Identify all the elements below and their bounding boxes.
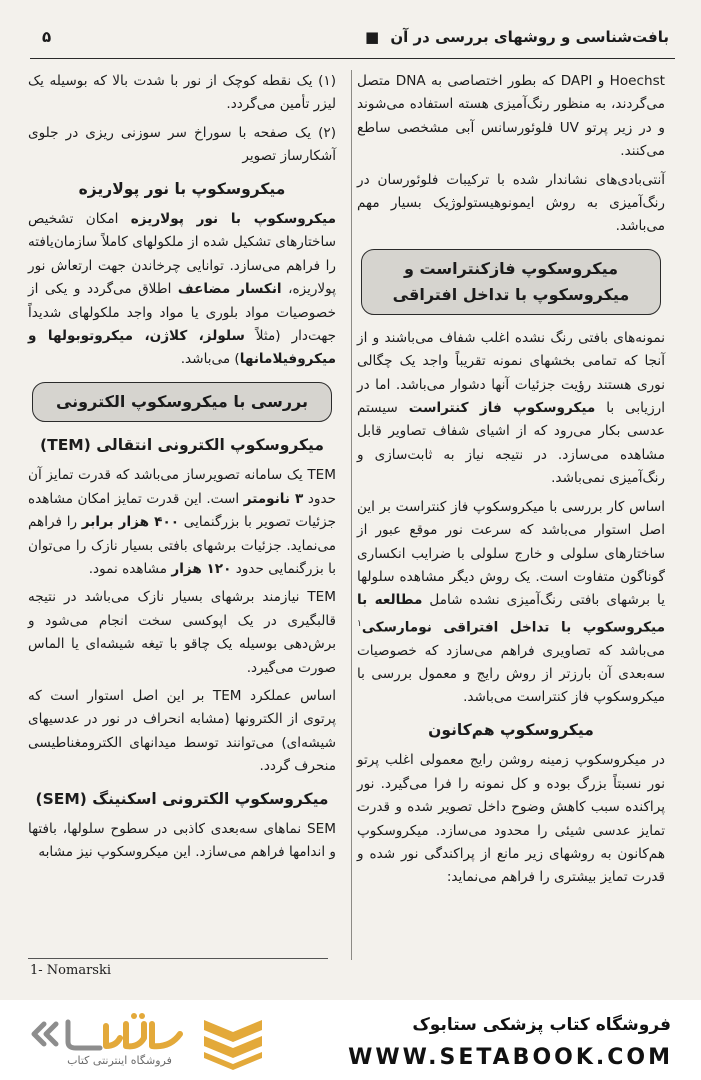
bold-term: میکروسکوپ فاز کنتراست (408, 400, 596, 417)
running-title (365, 28, 669, 46)
text-run: ) می‌باشد. (180, 351, 240, 368)
bold-term: ۱۲۰ هزار (171, 560, 232, 577)
page-number: ۵ (42, 28, 52, 46)
store-name: فروشگاه کتاب پزشکی ستابوک (412, 1015, 671, 1035)
bold-term: سلولز، کلاژن، میکروتوبولها و میکروفیلامانها (28, 328, 336, 368)
paragraph: اساس عملکرد TEM بر این اصل استوار است که پرتوی از الکترونها (مشابه انحراف در نور در عدسیهای شیشه‌ای) می‌توانند توسط میدانهای الکترومغناطیسی منحرف گردد. (28, 687, 337, 775)
right-column (357, 70, 665, 895)
running-title-text: بافت‌شناسی و روشهای بررسی در آن (390, 28, 669, 46)
paragraph: SEM نماهای سه‌بعدی کاذبی در سطوح سلولها، بافتها و اندامها فراهم می‌سازد. این میکروسکوپ نیز مشابه (28, 820, 336, 861)
paragraph: در میکروسکوپ زمینه روشن رایج معمولی اغلب پرتو نور نسبتاً بزرگ بوده و کل نمونه را فرا می‌گیرد. نور پراکنده سبب کاهش وضوح داخل تصویر شده و قدرت تمایز عدسی شیئی را محدود می‌سازد. میکروسکوپ هم‌کانون به روشهای زیر مانع از پراکندگی نور شده و قدرت تمایز بیشتری را فراهم می‌نماید: (357, 752, 665, 886)
paragraph: TEM نیازمند برشهای بسیار نازک می‌باشد در نتیجه قالبگیری در یک اپوکسی سخت انجام می‌شود و برش‌دهی بوسیله یک چاقو با تیغه شیشه‌ای یا الماس صورت می‌گیرد. (28, 589, 336, 676)
section-heading: میکروسکوپ الکترونی انتقالی (TEM) (40, 435, 324, 454)
column-divider (351, 70, 352, 960)
paragraph (357, 327, 665, 491)
text-run: را فراهم می‌نماید. جزئیات برشهای بافتی بسیار نازک را می‌توان با بزرگنمایی حدود (28, 514, 336, 577)
section-heading: میکروسکوپ الکترونی اسکنینگ (SEM) (35, 789, 329, 808)
bold-term: میکروسکوپ با نور پولاریزه (130, 211, 336, 228)
bold-term: انکسار مضاعف (177, 281, 282, 298)
bold-term: ۳ نانومتر (243, 490, 304, 507)
text-run: می‌باشد که تصاویری فراهم می‌سازد که خصوصیات سه‌بعدی آن بارزتر از روش رایج و معمول بررسی با میکروسکوپ فاز کنتراست می‌باشد. (357, 642, 665, 706)
paragraph: Hoechst و DAPI که بطور اختصاصی به DNA متصل می‌گردند، به منظور رنگ‌آمیزی هسته استفاده می‌شوند و در زیر پرتو UV فلوئورسانس آبی مشخصی ساطع می‌کنند. (357, 73, 665, 160)
logo-tagline: فروشگاه اینترنتی کتاب (67, 1054, 172, 1067)
footnote-divider (28, 958, 328, 959)
text-run: TEM یک سامانه تصویرساز می‌باشد که قدرت تمایز آن حدود (28, 467, 336, 507)
book-stack-icon (196, 1012, 270, 1070)
text-run: اساس کار بررسی با میکروسکوپ فاز کنتراست بر این اصل استوار می‌باشد که سرعت نور موقع عبور از ساختارهای سلولی و خارج سلولی با ضرایب انکساری گوناگون متفاوت است. یک روش دیگر مشاهده سلولها یا برشهای بافتی رنگ‌آمیزی نشده شامل (357, 498, 665, 609)
paragraph (357, 496, 665, 710)
list-item: (۲) یک صفحه با سوراخ سر سوزنی ریزی در جلوی آشکارساز تصویر (28, 124, 336, 165)
list-item: (۱) یک نقطه کوچک از نور با شدت بالا که بوسیله یک لیزر تأمین می‌گردد. (28, 73, 336, 113)
text-run: امکان تشخیص ساختارهای تشکیل شده از ملکولهای کاملاً سازمان‌یافته را فراهم می‌سازد. توانایی چرخاندن جهت ارتعاش نور پولاریزه، (28, 211, 336, 298)
paragraph (28, 208, 336, 372)
bold-term: ۴۰۰ هزار برابر (81, 514, 180, 531)
paragraph (28, 464, 336, 581)
store-url[interactable]: WWW.SETABOOK.COM (348, 1045, 673, 1070)
bold-term: مطالعه با میکروسکوپ با تداخل افتراقی نومارسکی (357, 592, 665, 636)
section-heading: میکروسکوپ هم‌کانون (428, 720, 594, 739)
text-run: است. این قدرت تمایز امکان مشاهده جزئیات تصویر با بزرگنمایی (28, 490, 336, 531)
text-run: سیستم عدسی بکار می‌رود که از اشیای شفاف تصاویر قابل مشاهده می‌سازد. در نتیجه نیاز به ثابت‌سازی و رنگ‌آمیزی نمی‌باشد. (357, 400, 665, 487)
text-run: اطلاق می‌گردد و یکی از خصوصیات مواد بلوری یا مواد واجد ملکولهای شدیداً جهت‌دار (مثلاً (28, 281, 336, 345)
section-heading: میکروسکوپ با نور پولاریزه (78, 179, 286, 198)
footnote-marker: ۱ (357, 618, 362, 629)
text-run: مشاهده نمود. (88, 560, 172, 577)
page-header (30, 22, 675, 59)
paragraph: آنتی‌بادی‌های نشاندار شده با ترکیبات فلوئورسان در رنگ‌آمیزی به روش ایمونوهیستولوژیک بسیار مهم می‌باشد. (357, 171, 665, 235)
section-box-heading: بررسی با میکروسکوپ الکترونی (32, 382, 332, 422)
text-run: نمونه‌های بافتی رنگ نشده اغلب شفاف می‌باشند و از آنجا که تمامی بخشهای نمونه تقریباً واجد یک چگالی نوری هستند رؤیت جزئیات آنها دشوار می‌باشد. اما در ارزیابی با (357, 329, 665, 417)
title-separator: ■ (364, 28, 380, 46)
left-column (28, 70, 336, 870)
setabook-logo-icon (30, 1012, 190, 1056)
footnote: 1- Nomarski (30, 963, 111, 978)
store-banner (0, 1000, 701, 1080)
section-box-heading: میکروسکوپ فازکنتراست و میکروسکوپ با تداخل افتراقی (361, 249, 661, 315)
